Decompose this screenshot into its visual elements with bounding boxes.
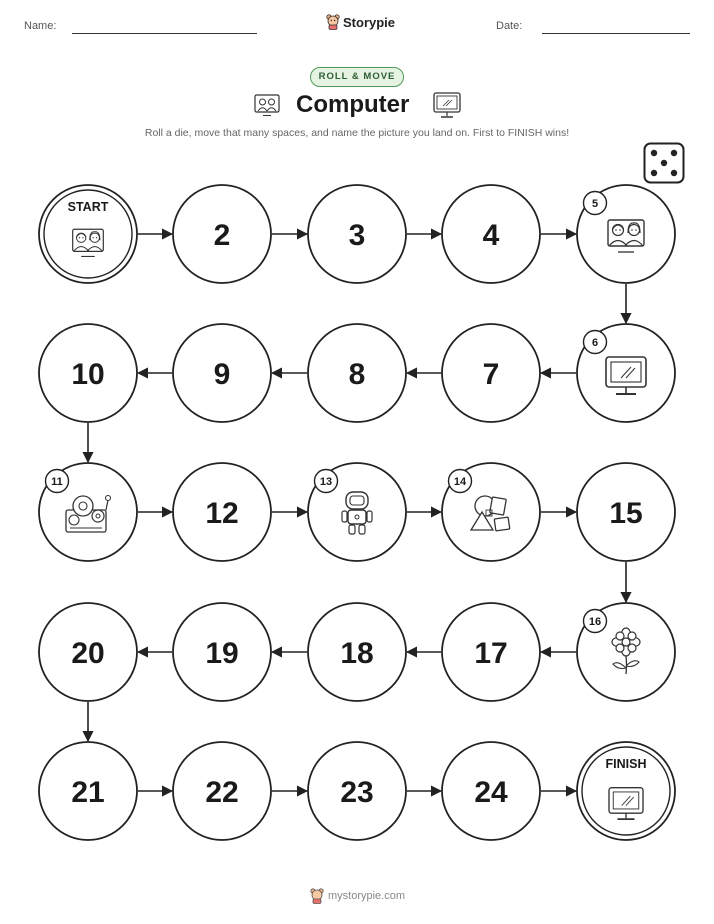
space-number: 12 [205,497,239,530]
board-spaces [39,185,675,840]
finish-space [577,742,675,840]
page-title: Computer [296,91,410,118]
board-space-6 [577,324,675,422]
board-space-2 [173,185,271,283]
start-space [39,185,137,283]
board-space-17 [442,603,540,701]
board-space-22 [173,742,271,840]
space-number: 9 [213,358,231,391]
board-space-5 [577,185,675,283]
space-number: 11 [51,476,63,488]
board-space-18 [308,603,406,701]
space-number: 10 [71,358,105,391]
board-space-13 [308,463,406,561]
space-number: 5 [591,198,599,210]
space-number: 3 [348,219,366,252]
name-label: Name: [24,20,57,32]
space-number: 23 [340,776,374,809]
space-number: 14 [453,476,467,488]
space-label: FINISH [605,757,647,771]
game-type-tag: ROLL & MOVE [310,67,404,87]
date-label: Date: [496,20,523,32]
space-number: 16 [588,616,602,628]
instructions: Roll a die, move that many spaces, and name the picture you land on. First to FINISH wins! [144,127,570,139]
board-space-11 [39,463,137,561]
board-space-21 [39,742,137,840]
board-space-14 [442,463,540,561]
space-number: 13 [319,476,333,488]
space-number: 24 [474,776,508,809]
board-space-20 [39,603,137,701]
footer-url: mystorypie.com [328,890,406,902]
board-space-7 [442,324,540,422]
space-number: 7 [482,358,500,391]
board-space-8 [308,324,406,422]
board-space-3 [308,185,406,283]
board-space-12 [173,463,271,561]
board-space-9 [173,324,271,422]
footer [310,888,405,904]
space-label: START [67,200,109,214]
bear-mascot-icon [310,888,324,904]
space-number: 15 [609,497,643,530]
space-number: 18 [340,637,374,670]
space-number: 20 [71,637,105,670]
space-number: 17 [474,637,508,670]
board-space-19 [173,603,271,701]
space-number: 21 [71,776,105,809]
space-number: 6 [591,337,599,349]
board-space-4 [442,185,540,283]
space-number: 4 [482,219,500,252]
space-number: 2 [213,219,231,252]
board-space-24 [442,742,540,840]
board-space-23 [308,742,406,840]
board-space-15 [577,463,675,561]
space-number: 19 [205,637,239,670]
board-space-10 [39,324,137,422]
space-number: 22 [205,776,239,809]
brand-name: Storypie [343,14,396,30]
board-space-16 [577,603,675,701]
space-number: 8 [348,358,366,391]
